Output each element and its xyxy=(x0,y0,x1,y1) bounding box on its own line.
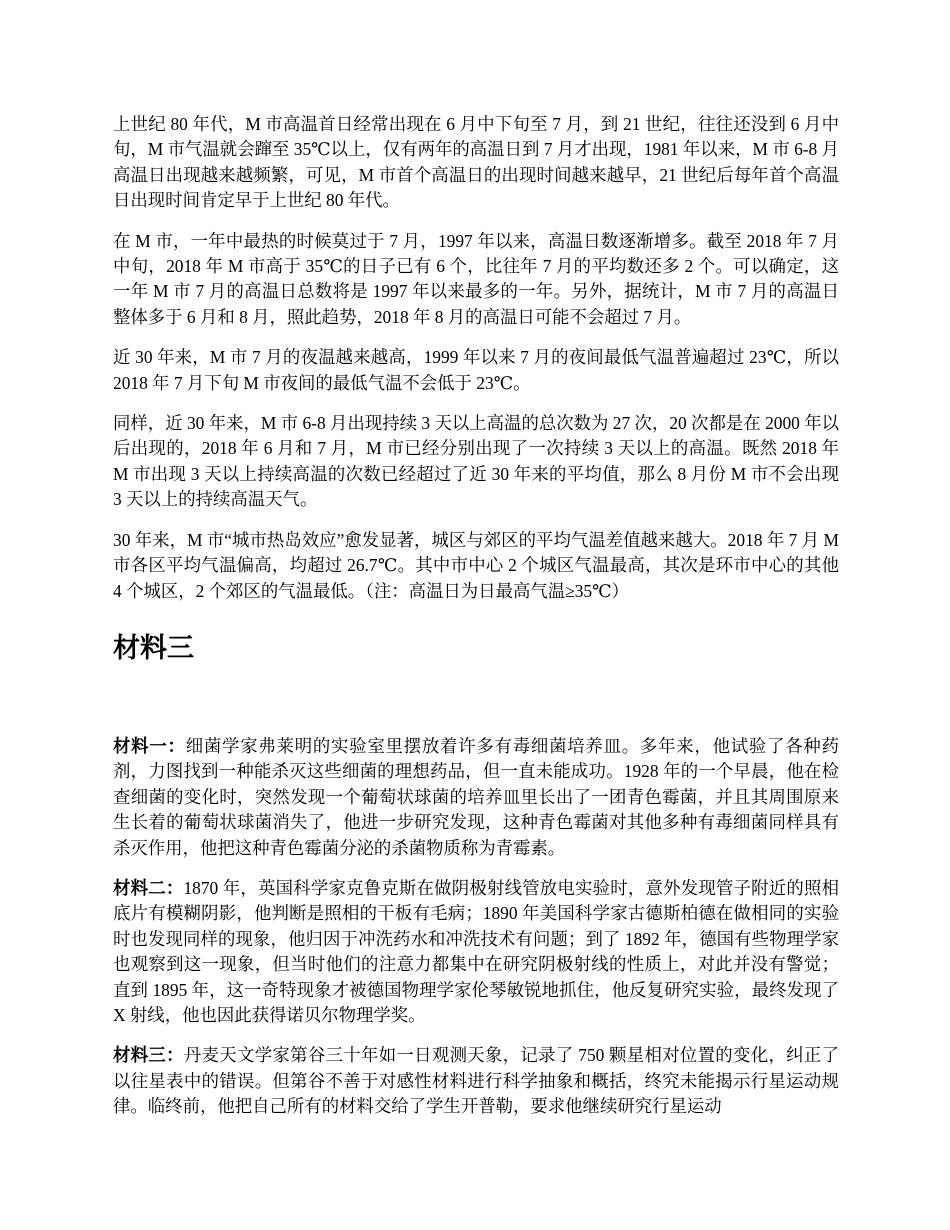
paragraph-consecutive-heat: 同样，近 30 年来，M 市 6-8 月出现持续 3 天以上高温的总次数为 27 次，20 次都是在 2000 年以后出现的，2018 年 6 月和 7 月，M 市已经分别出现了一次持续 3 天以上的高温。既然 2018 年 M 市出现 3 天以上持续高温的次数已经超过了近 30 年来的平均值，那么 8 月份 M 市不会出现 3 天以上的持续高温天气。 xyxy=(113,413,839,510)
section-heading: 材料三 xyxy=(113,632,194,663)
paragraph-night-temperature: 近 30 年来，M 市 7 月的夜温越来越高，1999 年以来 7 月的夜间最低气温普遍超过 23℃，所以 2018 年 7 月下旬 M 市夜间的最低气温不会低于 23℃。 xyxy=(113,347,839,393)
material-one xyxy=(113,734,839,861)
paragraph-first-high-temp-day: 上世纪 80 年代，M 市高温首日经常出现在 6 月中下旬至 7 月，到 21 世纪，往往还没到 6 月中旬，M 市气温就会蹿至 35℃以上，仅有两年的高温日到 7 月才出现，1981 年以来，M 市 6-8 月高温日出现越来越频繁，可见，M 市首个高温日的出现时间越来越早，21 世纪后每年首个高温日出现时间肯定早于上世纪 80 年代。 xyxy=(113,114,839,211)
material-two-text: 1870 年，英国科学家克鲁克斯在做阴极射线管放电实验时，意外发现管子附近的照相底片有模糊阴影，他判断是照相的干板有毛病；1890 年美国科学家古德斯柏德在做相同的实验时也发现同样的现象，他归因于冲洗药水和冲洗技术有问题；到了 1892 年，德国有些物理学家也观察到这一现象，但当时他们的注意力都集中在研究阴极射线的性质上，对此并没有警觉；直到 1895 年，这一奇特现象才被德国物理学家伦琴敏锐地抓住，他反复研究实验，最终发现了 X 射线，他也因此获得诺贝尔物理学奖。 xyxy=(113,877,839,1025)
material-one-label: 材料一： xyxy=(113,735,186,756)
material-three xyxy=(113,1043,839,1119)
material-two xyxy=(113,876,839,1028)
material-one-text: 细菌学家弗莱明的实验室里摆放着许多有毒细菌培养皿。多年来，他试验了各种药剂，力图找到一种能杀灭这些细菌的理想药品，但一直未能成功。1928 年的一个早晨，他在检查细菌的变化时，突然发现一个葡萄状球菌的培养皿里长出了一团青色霉菌，并且其周围原来生长着的葡萄状球菌消失了，他进一步研究发现，这种青色霉菌对其他多种有毒细菌同样具有杀灭作用，他把这种青色霉菌分泌的杀菌物质称为青霉素。 xyxy=(113,735,839,858)
material-two-label: 材料二： xyxy=(113,877,184,898)
paragraph-heat-island: 30 年来，M 市“城市热岛效应”愈发显著，城区与郊区的平均气温差值越来越大。2018 年 7 月 M 市各区平均气温偏高，均超过 26.7℃。其中市中心 2 个城区气温最高，其次是环市中心的其他 4 个城区，2 个郊区的气温最低。（注：高温日为日最高气温≥35℃） xyxy=(113,529,839,601)
material-three-text: 丹麦天文学家第谷三十年如一日观测天象，记录了 750 颗星相对位置的变化，纠正了以往星表中的错误。但第谷不善于对感性材料进行科学抽象和概括，终究未能揭示行星运动规律。临终前，他把自己所有的材料交给了学生开普勒，要求他继续研究行星运动 xyxy=(113,1045,839,1117)
document-page xyxy=(113,112,839,1120)
material-three-label: 材料三： xyxy=(113,1045,184,1066)
paragraph-july-high-temp-days: 在 M 市，一年中最热的时候莫过于 7 月，1997 年以来，高温日数逐渐增多。截至 2018 年 7 月中旬，2018 年 M 市高于 35℃的日子已有 6 个，比往年 7 月的平均数还多 2 个。可以确定，这一年 M 市 7 月的高温日总数将是 1997 年以来最多的一年。另外，据统计，M 市 7 月的高温日整体多于 6 月和 8 月，照此趋势，2018 年 8 月的高温日可能不会超过 7 月。 xyxy=(113,230,839,327)
